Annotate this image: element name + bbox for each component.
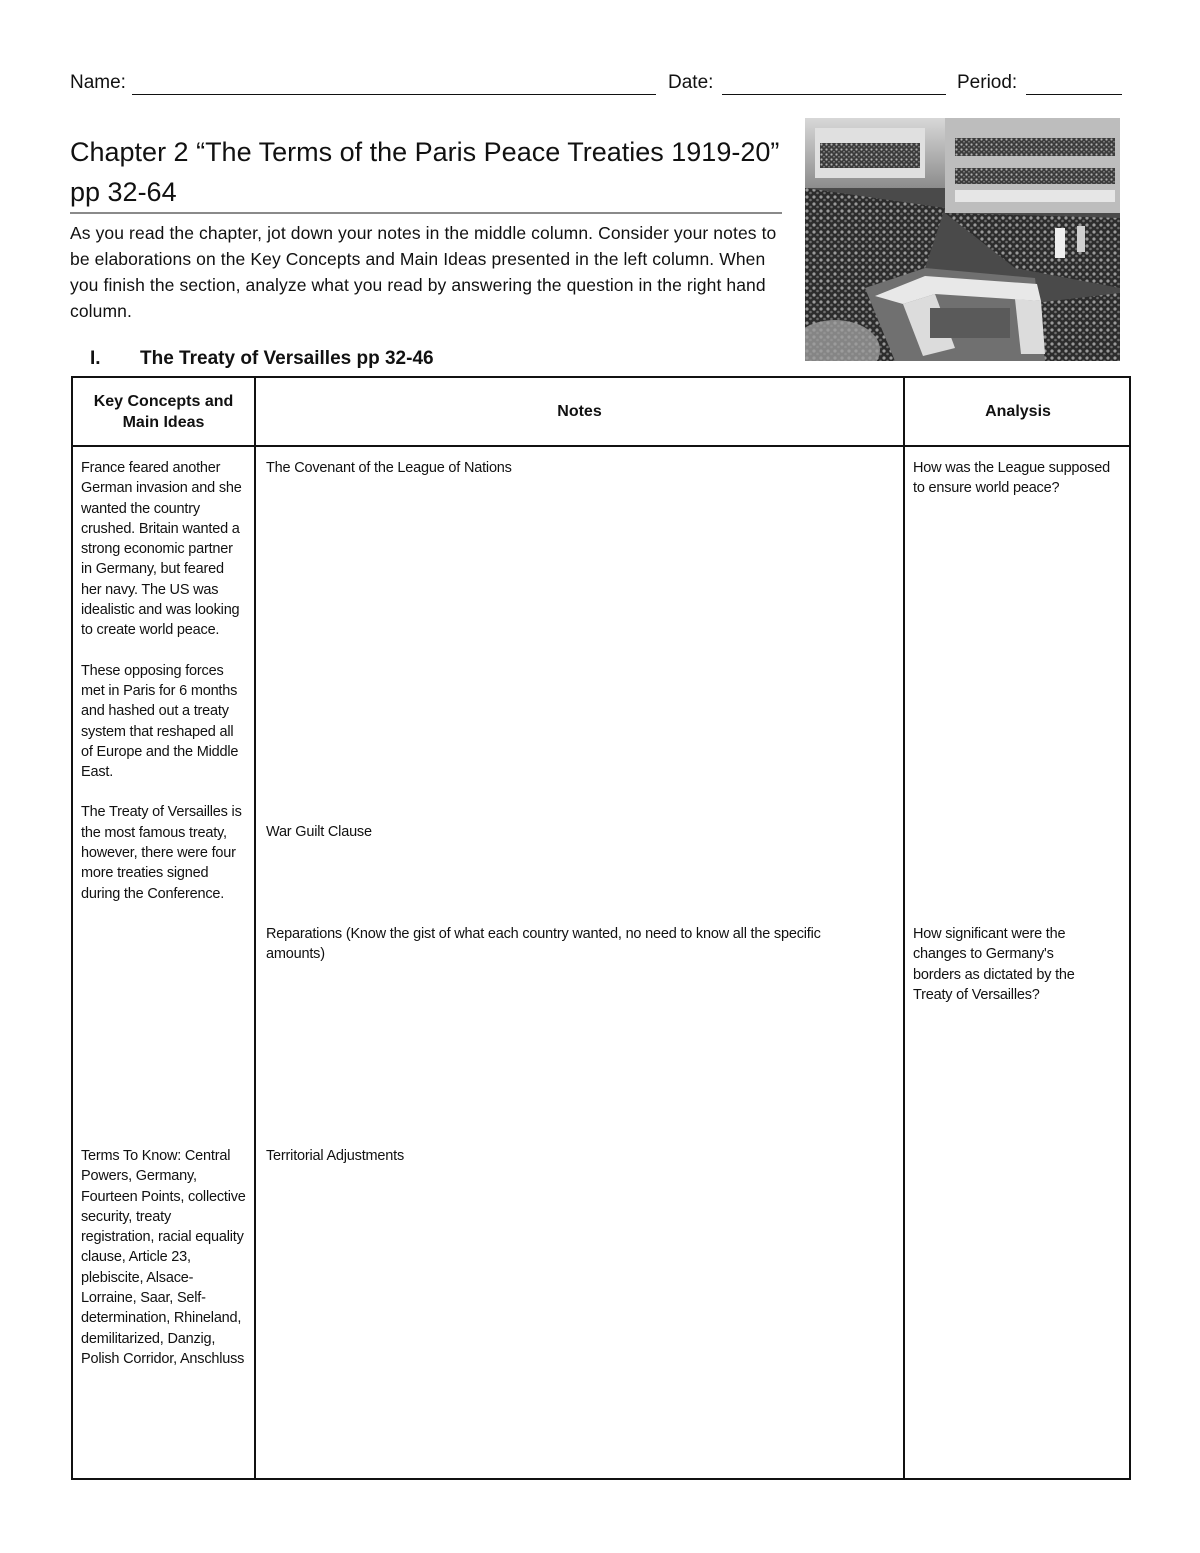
- analysis-question: How significant were the changes to Germany's borders as dictated by the Treaty of Versailles?: [913, 926, 1075, 1003]
- date-field[interactable]: [722, 94, 946, 95]
- notes-topic-war-guilt: War Guilt Clause: [266, 824, 372, 840]
- section-number: I.: [90, 348, 101, 369]
- date-label: Date:: [668, 72, 714, 93]
- analysis-question: How was the League supposed to ensure world peace?: [913, 460, 1110, 497]
- key-concept-paragraph: The Treaty of Versailles is the most famous treaty, however, there were four more treaties signed during the Conference.: [81, 804, 242, 902]
- notes-header: Notes: [557, 403, 602, 420]
- key-concept-paragraph: These opposing forces met in Paris for 6 months and hashed out a treaty system that reshaped all of Europe and the Middle East.: [81, 662, 239, 781]
- chapter-title: Chapter 2 “The Terms of the Paris Peace Treaties 1919-20” pp 32-64: [70, 137, 780, 207]
- period-label: Period:: [957, 72, 1018, 93]
- key-concept-paragraph: France feared another German invasion and she wanted the country crushed. Britain wanted a strong economic partner in Germany, but feared her navy. The US was idealistic and was looking to create world peace.: [81, 460, 242, 639]
- terms-to-know: Terms To Know: Central Powers, Germany, Fourteen Points, collective security, treaty registration, racial equality clause, Article 23, plebiscite, Alsace-Lorraine, Saar, Self-determination, Rhineland, demilitarized, Danzig, Polish Corridor, Anschluss: [81, 1148, 246, 1367]
- peace-conference-photo: [805, 118, 1120, 361]
- analysis-header: Analysis: [985, 403, 1051, 420]
- section-heading: [90, 348, 434, 370]
- key-concepts-cell: [81, 458, 247, 924]
- notes-topic-league: The Covenant of the League of Nations: [266, 460, 512, 476]
- section-title: The Treaty of Versailles pp 32-46: [140, 348, 434, 369]
- notes-table: [71, 376, 1131, 1480]
- student-info-line: [70, 72, 1122, 100]
- name-field[interactable]: [132, 94, 656, 95]
- notes-topic-reparations: Reparations (Know the gist of what each country wanted, no need to know all the specific amounts): [266, 926, 821, 963]
- name-label: Name:: [70, 72, 126, 93]
- header-divider: [73, 445, 1129, 447]
- key-concepts-header: Key Concepts and Main Ideas: [93, 392, 234, 431]
- instructions-text: As you read the chapter, jot down your notes in the middle column. Consider your notes to be elaborations on the Key Concepts and Main Ideas presented in the left column. When you finish the section, analyze what you read by answering the question in the right hand column.: [70, 223, 777, 321]
- column-divider: [903, 378, 905, 1478]
- title-divider: [70, 212, 782, 214]
- column-divider: [254, 378, 256, 1478]
- period-field[interactable]: [1026, 94, 1122, 95]
- notes-topic-territorial: Territorial Adjustments: [266, 1148, 405, 1164]
